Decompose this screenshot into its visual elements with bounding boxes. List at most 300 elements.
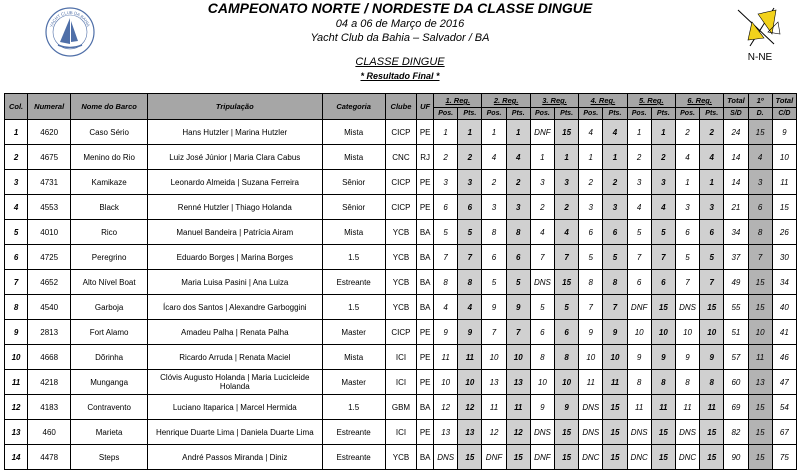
race1-pos-cell: 10 [434,370,458,395]
numeral-cell: 4553 [28,195,71,220]
col-header-race3: 3. Reg. [530,94,578,108]
numeral-cell: 4010 [28,220,71,245]
total-cd-cell: 10 [772,145,796,170]
race3-pos-cell: 6 [530,320,554,345]
race3-pos-cell: 1 [530,145,554,170]
race5-pts-cell: 2 [651,145,675,170]
race6-pts-cell: 10 [700,320,724,345]
sub-header-pos: Pos. [434,108,458,120]
race6-pts-cell: 1 [700,170,724,195]
race5-pts-cell: 15 [651,295,675,320]
race6-pos-cell: DNC [675,445,699,470]
club-cell: CICP [385,195,417,220]
race6-pts-cell: 7 [700,270,724,295]
discard-cell: 6 [748,195,772,220]
total-sd-cell: 90 [724,445,748,470]
race2-pts-cell: 5 [506,270,530,295]
boat-name-cell: Garboja [71,295,148,320]
total-cd-cell: 15 [772,195,796,220]
race2-pos-cell: 12 [482,420,506,445]
race5-pos-cell: 7 [627,245,651,270]
race2-pos-cell: DNF [482,445,506,470]
race2-pts-cell: 15 [506,445,530,470]
sub-header-pts: Pts. [700,108,724,120]
race1-pts-cell: 10 [458,370,482,395]
race6-pts-cell: 5 [700,245,724,270]
results-table [4,93,797,470]
result-label: * Resultado Final * [360,71,440,81]
race5-pos-cell: DNF [627,295,651,320]
race4-pts-cell: 5 [603,245,627,270]
race1-pos-cell: 8 [434,270,458,295]
nne-logo-text: N-NE [747,52,773,63]
club-cell: ICI [385,345,417,370]
sub-header-pos: Pos. [530,108,554,120]
discard-cell: 15 [748,120,772,145]
boat-name-cell: Rico [71,220,148,245]
numeral-cell: 4668 [28,345,71,370]
race2-pos-cell: 4 [482,145,506,170]
race4-pts-cell: 15 [603,420,627,445]
discard-cell: 13 [748,370,772,395]
uf-cell: RJ [417,145,434,170]
race2-pos-cell: 2 [482,170,506,195]
race3-pts-cell: 2 [555,195,579,220]
numeral-cell: 2813 [28,320,71,345]
crew-cell: Luiz José Júnior | Maria Clara Cabus [148,145,323,170]
sub-header-pos: Pos. [675,108,699,120]
sub-header-cd: C/D [772,108,796,120]
table-row [5,145,797,170]
race4-pts-cell: 6 [603,220,627,245]
race3-pts-cell: 9 [555,395,579,420]
race5-pts-cell: 5 [651,220,675,245]
uf-cell: PE [417,120,434,145]
table-row [5,395,797,420]
sub-header-pts: Pts. [555,108,579,120]
race4-pos-cell: 4 [579,120,603,145]
race1-pos-cell: 5 [434,220,458,245]
race2-pos-cell: 1 [482,120,506,145]
boat-name-cell: Dõrinha [71,345,148,370]
race6-pts-cell: 2 [700,120,724,145]
numeral-cell: 4218 [28,370,71,395]
club-cell: ICI [385,370,417,395]
race5-pts-cell: 11 [651,395,675,420]
race4-pos-cell: 9 [579,320,603,345]
race5-pos-cell: 3 [627,170,651,195]
race1-pts-cell: 15 [458,445,482,470]
total-sd-cell: 55 [724,295,748,320]
sub-header-sd: S/D [724,108,748,120]
numeral-cell: 4478 [28,445,71,470]
total-cd-cell: 40 [772,295,796,320]
race4-pos-cell: DNS [579,395,603,420]
sub-header-pos: Pos. [627,108,651,120]
race3-pos-cell: 5 [530,295,554,320]
sub-header-pts: Pts. [506,108,530,120]
race2-pts-cell: 1 [506,120,530,145]
table-row [5,370,797,395]
total-sd-cell: 82 [724,420,748,445]
category-cell: 1.5 [322,245,385,270]
rank-cell: 2 [5,145,28,170]
race1-pts-cell: 5 [458,220,482,245]
race1-pos-cell: 3 [434,170,458,195]
race4-pos-cell: 5 [579,245,603,270]
race4-pts-cell: 10 [603,345,627,370]
race3-pos-cell: 9 [530,395,554,420]
race3-pts-cell: 4 [555,220,579,245]
total-cd-cell: 9 [772,120,796,145]
sub-header-d: D. [748,108,772,120]
uf-cell: BA [417,245,434,270]
crew-cell: Manuel Bandeira | Patrícia Airam [148,220,323,245]
race5-pos-cell: 5 [627,220,651,245]
crew-cell: Ícaro dos Santos | Alexandre Garboggini [148,295,323,320]
race6-pos-cell: 7 [675,270,699,295]
race1-pos-cell: 11 [434,345,458,370]
race2-pts-cell: 7 [506,320,530,345]
race1-pos-cell: 1 [434,120,458,145]
crew-cell: Eduardo Borges | Marina Borges [148,245,323,270]
numeral-cell: 4620 [28,120,71,145]
race6-pts-cell: 15 [700,445,724,470]
race6-pos-cell: 5 [675,245,699,270]
race2-pts-cell: 11 [506,395,530,420]
race1-pts-cell: 12 [458,395,482,420]
total-cd-cell: 30 [772,245,796,270]
race1-pos-cell: 9 [434,320,458,345]
race3-pts-cell: 15 [555,420,579,445]
club-cell: CICP [385,320,417,345]
race4-pos-cell: 1 [579,145,603,170]
sub-header-pts: Pts. [651,108,675,120]
boat-name-cell: Marieta [71,420,148,445]
rank-cell: 12 [5,395,28,420]
race2-pos-cell: 7 [482,320,506,345]
race4-pts-cell: 15 [603,395,627,420]
category-cell: Mista [322,345,385,370]
crew-cell: Luciano Itaparica | Marcel Hermida [148,395,323,420]
class-name: CLASSE DINGUE [355,56,445,68]
yacht-club-logo-text: YACHT CLUB DA BAHIA [48,9,92,28]
race3-pts-cell: 15 [555,445,579,470]
race3-pts-cell: 7 [555,245,579,270]
race2-pos-cell: 11 [482,395,506,420]
boat-name-cell: Fort Alamo [71,320,148,345]
race2-pos-cell: 8 [482,220,506,245]
race1-pts-cell: 11 [458,345,482,370]
col-header-category: Categoria [322,94,385,120]
race5-pts-cell: 15 [651,445,675,470]
uf-cell: BA [417,220,434,245]
rank-cell: 8 [5,295,28,320]
race4-pts-cell: 15 [603,445,627,470]
discard-cell: 15 [748,420,772,445]
race3-pos-cell: 10 [530,370,554,395]
race1-pos-cell: 2 [434,145,458,170]
table-row [5,170,797,195]
category-cell: Mista [322,120,385,145]
col-header-boat: Nome do Barco [71,94,148,120]
club-cell: CICP [385,120,417,145]
club-cell: ICI [385,420,417,445]
race1-pts-cell: 13 [458,420,482,445]
race4-pos-cell: 8 [579,270,603,295]
rank-cell: 10 [5,345,28,370]
race2-pts-cell: 10 [506,345,530,370]
race2-pts-cell: 12 [506,420,530,445]
race1-pts-cell: 8 [458,270,482,295]
race3-pts-cell: 10 [555,370,579,395]
boat-name-cell: Contravento [71,395,148,420]
uf-cell: PE [417,345,434,370]
race5-pos-cell: 11 [627,395,651,420]
rank-cell: 6 [5,245,28,270]
crew-cell: Leonardo Almeida | Suzana Ferreira [148,170,323,195]
race1-pos-cell: 4 [434,295,458,320]
col-header-race4: 4. Reg. [579,94,627,108]
race1-pts-cell: 6 [458,195,482,220]
race6-pts-cell: 4 [700,145,724,170]
race1-pos-cell: 7 [434,245,458,270]
uf-cell: PE [417,170,434,195]
race4-pts-cell: 11 [603,370,627,395]
category-cell: Sênior [322,170,385,195]
total-sd-cell: 51 [724,320,748,345]
uf-cell: BA [417,445,434,470]
total-sd-cell: 21 [724,195,748,220]
table-row [5,270,797,295]
uf-cell: PE [417,195,434,220]
category-cell: Master [322,320,385,345]
category-cell: 1.5 [322,295,385,320]
table-row [5,345,797,370]
total-sd-cell: 14 [724,170,748,195]
col-header-numeral: Numeral [28,94,71,120]
numeral-cell: 4183 [28,395,71,420]
race1-pts-cell: 1 [458,120,482,145]
club-cell: CNC [385,145,417,170]
race3-pos-cell: DNS [530,270,554,295]
boat-name-cell: Black [71,195,148,220]
discard-cell: 10 [748,320,772,345]
race1-pos-cell: 12 [434,395,458,420]
race2-pos-cell: 6 [482,245,506,270]
boat-name-cell: Munganga [71,370,148,395]
race6-pts-cell: 11 [700,395,724,420]
club-cell: YCB [385,295,417,320]
category-cell: Sênior [322,195,385,220]
numeral-cell: 460 [28,420,71,445]
race6-pts-cell: 8 [700,370,724,395]
uf-cell: BA [417,270,434,295]
race4-pos-cell: 11 [579,370,603,395]
race5-pts-cell: 1 [651,120,675,145]
rank-cell: 3 [5,170,28,195]
race2-pos-cell: 5 [482,270,506,295]
race2-pts-cell: 4 [506,145,530,170]
col-header-race1: 1. Reg. [434,94,482,108]
race1-pts-cell: 2 [458,145,482,170]
total-cd-cell: 46 [772,345,796,370]
race3-pos-cell: DNS [530,420,554,445]
discard-cell: 7 [748,245,772,270]
race6-pos-cell: DNS [675,295,699,320]
club-cell: YCB [385,270,417,295]
numeral-cell: 4725 [28,245,71,270]
numeral-cell: 4540 [28,295,71,320]
race5-pts-cell: 7 [651,245,675,270]
category-cell: Estreante [322,270,385,295]
club-cell: YCB [385,220,417,245]
rank-cell: 9 [5,320,28,345]
race3-pos-cell: 4 [530,220,554,245]
race4-pts-cell: 1 [603,145,627,170]
race1-pts-cell: 9 [458,320,482,345]
race3-pos-cell: 8 [530,345,554,370]
rank-cell: 11 [5,370,28,395]
race2-pts-cell: 8 [506,220,530,245]
sub-header-pos: Pos. [579,108,603,120]
race3-pos-cell: DNF [530,120,554,145]
race6-pos-cell: 2 [675,120,699,145]
race3-pts-cell: 6 [555,320,579,345]
race3-pos-cell: DNF [530,445,554,470]
race5-pos-cell: DNS [627,420,651,445]
uf-cell: PE [417,370,434,395]
col-header-club: Clube [385,94,417,120]
uf-cell: BA [417,395,434,420]
race6-pts-cell: 9 [700,345,724,370]
table-row [5,245,797,270]
race5-pos-cell: DNC [627,445,651,470]
race3-pts-cell: 15 [555,120,579,145]
race3-pts-cell: 15 [555,270,579,295]
club-cell: GBM [385,395,417,420]
numeral-cell: 4675 [28,145,71,170]
uf-cell: PE [417,420,434,445]
boat-name-cell: Steps [71,445,148,470]
col-header-uf: UF [417,94,434,120]
discard-cell: 15 [748,270,772,295]
race4-pos-cell: DNS [579,420,603,445]
race3-pos-cell: 3 [530,170,554,195]
total-sd-cell: 60 [724,370,748,395]
crew-cell: Amadeu Palha | Renata Palha [148,320,323,345]
col-header-total: Total [724,94,748,108]
rank-cell: 13 [5,420,28,445]
table-row [5,120,797,145]
race4-pts-cell: 2 [603,170,627,195]
race4-pos-cell: 3 [579,195,603,220]
boat-name-cell: Menino do Rio [71,145,148,170]
club-cell: YCB [385,445,417,470]
crew-cell: Clóvis Augusto Holanda | Maria Lucicleide Holanda [148,370,323,395]
col-header-first: 1º [748,94,772,108]
race6-pos-cell: 1 [675,170,699,195]
category-cell: Master [322,370,385,395]
race1-pos-cell: 6 [434,195,458,220]
table-row [5,320,797,345]
total-cd-cell: 67 [772,420,796,445]
event-dates: 04 a 06 de Março de 2016 [335,18,465,30]
race3-pts-cell: 3 [555,170,579,195]
race4-pos-cell: 6 [579,220,603,245]
rank-cell: 5 [5,220,28,245]
race5-pos-cell: 2 [627,145,651,170]
total-sd-cell: 49 [724,270,748,295]
race6-pos-cell: DNS [675,420,699,445]
total-cd-cell: 26 [772,220,796,245]
total-sd-cell: 14 [724,145,748,170]
race2-pos-cell: 9 [482,295,506,320]
club-cell: CICP [385,170,417,195]
uf-cell: PE [417,320,434,345]
race6-pts-cell: 3 [700,195,724,220]
table-row [5,295,797,320]
crew-cell: Renné Hutzler | Thiago Holanda [148,195,323,220]
total-sd-cell: 37 [724,245,748,270]
table-row [5,445,797,470]
race5-pts-cell: 6 [651,270,675,295]
total-cd-cell: 41 [772,320,796,345]
race5-pos-cell: 6 [627,270,651,295]
col-header-total2: Total [772,94,796,108]
race1-pts-cell: 3 [458,170,482,195]
race6-pts-cell: 15 [700,295,724,320]
boat-name-cell: Alto Nível Boat [71,270,148,295]
race5-pos-cell: 4 [627,195,651,220]
race5-pos-cell: 9 [627,345,651,370]
race4-pts-cell: 4 [603,120,627,145]
rank-cell: 14 [5,445,28,470]
race2-pos-cell: 13 [482,370,506,395]
race3-pts-cell: 5 [555,295,579,320]
total-sd-cell: 69 [724,395,748,420]
total-cd-cell: 11 [772,170,796,195]
uf-cell: BA [417,295,434,320]
sub-header-pts: Pts. [458,108,482,120]
race6-pos-cell: 10 [675,320,699,345]
race6-pos-cell: 4 [675,145,699,170]
category-cell: 1.5 [322,395,385,420]
boat-name-cell: Peregrino [71,245,148,270]
club-cell: YCB [385,245,417,270]
race5-pos-cell: 8 [627,370,651,395]
race5-pts-cell: 9 [651,345,675,370]
discard-cell: 3 [748,170,772,195]
discard-cell: 8 [748,220,772,245]
total-cd-cell: 47 [772,370,796,395]
race4-pts-cell: 9 [603,320,627,345]
numeral-cell: 4731 [28,170,71,195]
rank-cell: 4 [5,195,28,220]
total-sd-cell: 57 [724,345,748,370]
discard-cell: 15 [748,445,772,470]
col-header-rank: Col. [5,94,28,120]
col-header-race5: 5. Reg. [627,94,675,108]
race4-pts-cell: 8 [603,270,627,295]
race1-pos-cell: 13 [434,420,458,445]
race1-pts-cell: 4 [458,295,482,320]
race6-pos-cell: 9 [675,345,699,370]
crew-cell: Hans Hutzler | Marina Hutzler [148,120,323,145]
race3-pos-cell: 7 [530,245,554,270]
race2-pts-cell: 3 [506,195,530,220]
category-cell: Mista [322,220,385,245]
